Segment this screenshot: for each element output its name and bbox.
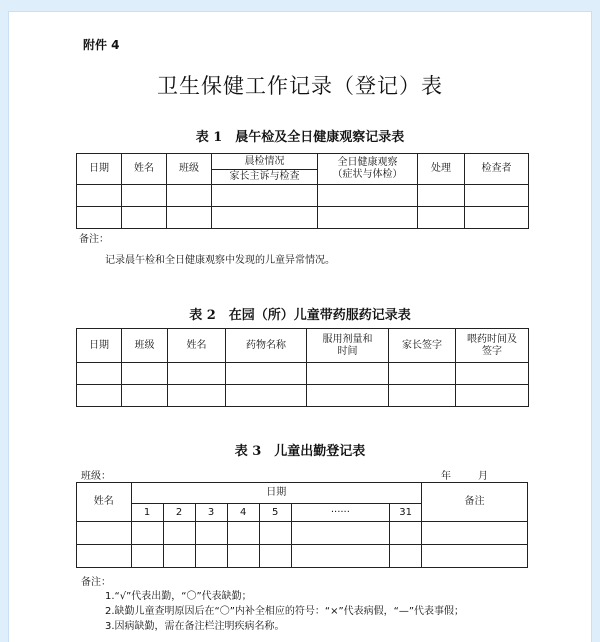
table-cell[interactable] — [390, 545, 422, 568]
t3-day-5: 5 — [259, 504, 291, 522]
table-cell[interactable] — [389, 363, 456, 385]
table-cell[interactable] — [307, 385, 389, 407]
table-cell[interactable] — [122, 207, 167, 229]
t2-header-dosage — [307, 329, 389, 363]
t3-header-date: 日期 — [131, 483, 422, 504]
t3-header-name: 姓名 — [77, 483, 132, 522]
annex-label: 附件 4 — [83, 38, 120, 52]
t3-class-label: 班级： — [81, 471, 111, 482]
t1-header-inspector: 检查者 — [465, 154, 529, 185]
table-cell[interactable] — [318, 207, 418, 229]
t2-header-dosage-line2: 时间 — [337, 345, 358, 357]
table-row — [77, 385, 529, 407]
t3-day-ellipsis: ······ — [291, 504, 389, 522]
t3-month-label: 月 — [478, 471, 488, 482]
table-cell[interactable] — [77, 545, 132, 568]
t2-header-feed-time — [456, 329, 529, 363]
document-page — [9, 12, 591, 642]
table-cell[interactable] — [390, 522, 422, 545]
table-cell[interactable] — [307, 363, 389, 385]
table-cell[interactable] — [259, 545, 291, 568]
table-row — [77, 545, 528, 568]
t1-header-parent-complaint: 家长主诉与检查 — [212, 170, 318, 185]
t1-header-date: 日期 — [77, 154, 122, 185]
table-cell[interactable] — [131, 545, 163, 568]
table-cell[interactable] — [195, 522, 227, 545]
t3-day-31: 31 — [390, 504, 422, 522]
table3-title: 表 3 儿童出勤登记表 — [234, 444, 366, 459]
t1-note-text: 记录晨午检和全日健康观察中发现的儿童异常情况。 — [105, 255, 335, 266]
t3-day-3: 3 — [195, 504, 227, 522]
table1-title: 表 1 晨午检及全日健康观察记录表 — [195, 130, 405, 145]
table-cell[interactable] — [418, 207, 465, 229]
table-cell[interactable] — [318, 185, 418, 207]
t1-header-name: 姓名 — [122, 154, 167, 185]
t3-day-1: 1 — [131, 504, 163, 522]
t2-header-feed-line1: 喂药时间及 — [467, 333, 517, 345]
table-row — [77, 363, 529, 385]
table-cell[interactable] — [259, 522, 291, 545]
table-cell[interactable] — [465, 207, 529, 229]
table-cell[interactable] — [389, 385, 456, 407]
table-cell[interactable] — [131, 522, 163, 545]
table-cell[interactable] — [168, 363, 226, 385]
t1-header-observation — [318, 154, 418, 185]
t2-header-class: 班级 — [122, 329, 168, 363]
t3-note-2: 2.缺勤儿童查明原因后在“〇”内补全相应的符号：“×”代表病假，“—”代表事假； — [105, 606, 465, 617]
table-cell[interactable] — [122, 185, 167, 207]
table-row — [77, 522, 528, 545]
t3-note-label: 备注： — [81, 577, 111, 588]
t2-header-dosage-line1: 服用剂量和 — [322, 333, 373, 345]
table2-medication-record — [76, 328, 529, 407]
table-cell[interactable] — [122, 385, 168, 407]
table-cell[interactable] — [168, 385, 226, 407]
table-cell[interactable] — [291, 522, 389, 545]
t1-header-class: 班级 — [167, 154, 212, 185]
t2-header-drug-name: 药物名称 — [226, 329, 307, 363]
table3-attendance — [76, 482, 528, 568]
table-cell[interactable] — [465, 185, 529, 207]
t3-year-label: 年 — [441, 471, 451, 482]
t1-header-observation-line2: （症状与体检） — [332, 169, 403, 180]
t3-note-3: 3.因病缺勤，需在备注栏注明疾病名称。 — [105, 621, 285, 632]
table-cell[interactable] — [291, 545, 389, 568]
table1-health-observation — [76, 153, 529, 229]
table-row — [77, 207, 529, 229]
table-cell[interactable] — [212, 185, 318, 207]
t1-header-handling: 处理 — [418, 154, 465, 185]
table-cell[interactable] — [195, 545, 227, 568]
table-cell[interactable] — [227, 522, 259, 545]
document-title: 卫生保健工作记录（登记）表 — [157, 74, 443, 98]
t3-note-1: 1.“√”代表出勤，“〇”代表缺勤； — [105, 591, 252, 602]
table-cell[interactable] — [122, 363, 168, 385]
t3-day-4: 4 — [227, 504, 259, 522]
t1-header-morning-check: 晨检情况 — [212, 154, 318, 170]
table-cell[interactable] — [77, 385, 122, 407]
table-cell[interactable] — [77, 185, 122, 207]
t1-note-label: 备注： — [79, 234, 109, 245]
table-cell[interactable] — [226, 385, 307, 407]
t2-header-feed-line2: 签字 — [482, 345, 502, 357]
table-cell[interactable] — [456, 385, 529, 407]
table-cell[interactable] — [167, 207, 212, 229]
table-cell[interactable] — [456, 363, 529, 385]
table-cell[interactable] — [163, 522, 195, 545]
table-cell[interactable] — [77, 363, 122, 385]
t2-header-name: 姓名 — [168, 329, 226, 363]
table-cell[interactable] — [226, 363, 307, 385]
table-cell[interactable] — [77, 522, 132, 545]
table-cell[interactable] — [77, 207, 122, 229]
t3-day-2: 2 — [163, 504, 195, 522]
table-cell[interactable] — [163, 545, 195, 568]
t2-header-date: 日期 — [77, 329, 122, 363]
table-cell[interactable] — [212, 207, 318, 229]
table-cell[interactable] — [167, 185, 212, 207]
table-cell[interactable] — [422, 545, 528, 568]
t2-header-parent-sign: 家长签字 — [389, 329, 456, 363]
table-cell[interactable] — [227, 545, 259, 568]
t3-header-remark: 备注 — [422, 483, 528, 522]
table-row — [77, 185, 529, 207]
table-cell[interactable] — [418, 185, 465, 207]
table2-title: 表 2 在园（所）儿童带药服药记录表 — [189, 308, 411, 323]
table-cell[interactable] — [422, 522, 528, 545]
t1-header-observation-line1: 全日健康观察 — [337, 157, 398, 168]
